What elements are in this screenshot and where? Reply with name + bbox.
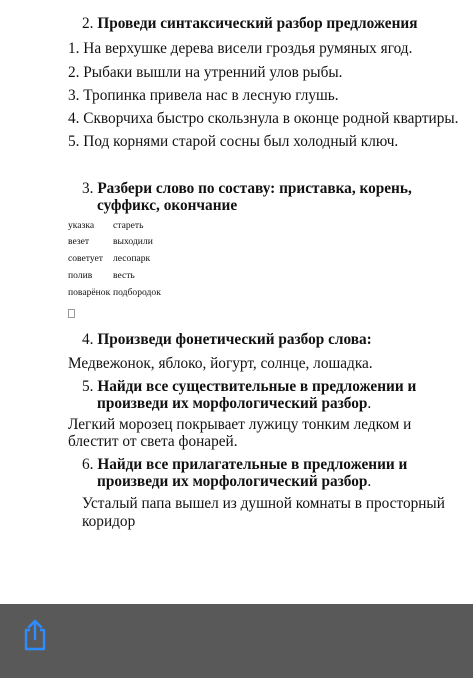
word-cell: стареть [113,220,144,231]
task5-title-line1: Найди все существительные в предложении и [97,378,417,395]
task5-title-end: . [367,395,372,412]
word-cell: советует [68,253,103,264]
share-button[interactable] [20,618,50,652]
task2-sentence-3: 3. Тропинка привела нас в лесную глушь. [68,87,339,104]
task6-title-line1: Найди все прилагательные в предложении и [97,456,408,473]
word-cell: везет [68,236,90,247]
task6-text-line2: коридор [82,513,136,530]
task3-title-line1: Разбери слово по составу: приставка, корень, [97,180,412,197]
task4-title: Произведи фонетический разбор слова: [97,331,372,348]
task6-text-line1: Усталый папа вышел из душной комнаты в просторный [82,495,445,512]
task2-title: Проведи синтаксический разбор предложения [97,15,418,32]
task5-title-line2: произведи их морфологический разбор [97,395,368,412]
task2-sentence-5: 5. Под корнями старой сосны был холодный ключ. [68,133,399,150]
task2-sentence-4: 4. Скворчиха быстро скользнула в оконце родной квартиры. [68,110,459,127]
empty-checkbox-glyph [68,309,75,318]
task4-words: Медвежонок, яблоко, йогурт, солнце, лошадка. [68,355,373,372]
task5-text-line1: Легкий морозец покрывает лужицу тонким ледком и [68,416,412,433]
task6-title-end: . [367,473,372,490]
word-cell: указка [68,220,95,231]
word-cell: полив [68,270,93,281]
task3-title-line2: суффикс, окончание [97,197,238,214]
word-cell: весть [113,270,135,281]
task5-text-line2: блестит от света фонарей. [68,433,238,450]
word-cell: лесопарк [113,253,151,264]
word-cell: подбородок [113,287,161,298]
word-cell: поварёнок [68,287,111,298]
word-cell: выходили [113,236,153,247]
task3-number: 3. [82,180,94,197]
task2-sentence-2: 2. Рыбаки вышли на утренний улов рыбы. [68,64,343,81]
task2-heading [82,12,417,35]
bottom-toolbar [0,604,473,678]
task6-number: 6. [82,456,94,473]
task4-heading [82,328,372,351]
task2-sentence-1: 1. На верхушке дерева висели гроздья румяных ягод. [68,40,413,57]
task4-number: 4. [82,331,94,348]
share-icon [20,618,50,652]
task6-heading-line2 [97,470,371,493]
task2-number: 2. [82,15,94,32]
task6-title-line2: произведи их морфологический разбор [97,473,368,490]
task5-number: 5. [82,378,94,395]
task5-heading-line2 [97,392,371,415]
